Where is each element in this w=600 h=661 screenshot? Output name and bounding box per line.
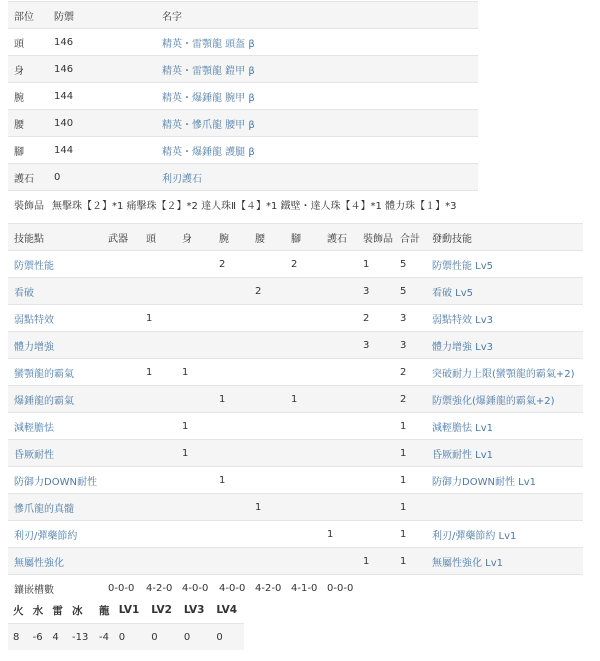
skill-charm-value: [321, 305, 357, 332]
lv4-value: 0: [211, 624, 244, 651]
skill-body-value: 1: [176, 440, 213, 467]
skill-name-link[interactable]: 蠻顎龍的霸氣: [14, 368, 74, 380]
slot-body: 4-0-0: [176, 575, 213, 602]
active-skill-link[interactable]: 防禦性能 Lv5: [432, 260, 494, 272]
skill-weapon-value: [102, 548, 140, 575]
skill-head-value: [140, 494, 176, 521]
header-arm: 腕: [213, 224, 249, 251]
armor-name-link[interactable]: 精英・雷顎龍 鎧甲 β: [162, 65, 255, 77]
skill-deco-value: 2: [357, 305, 394, 332]
skill-row: [8, 278, 583, 305]
skill-row: [8, 386, 583, 413]
skill-head-value: [140, 332, 176, 359]
slot-charm: 0-0-0: [321, 575, 357, 602]
skill-name-link[interactable]: 防御力DOWN耐性: [14, 476, 97, 488]
slot-weapon: 0-0-0: [102, 575, 140, 602]
skill-name-link[interactable]: 利刃/彈藥節約: [14, 530, 78, 542]
skill-total-value: 2: [394, 359, 426, 386]
armor-header-row: [8, 2, 478, 29]
skill-arm-value: [213, 359, 249, 386]
active-skill-link[interactable]: 弱點特效 Lv3: [432, 314, 494, 326]
skill-leg-value: 1: [285, 386, 321, 413]
active-skill-link[interactable]: 體力增強 Lv3: [432, 341, 494, 353]
header-name: 名字: [156, 2, 478, 29]
skill-leg-value: [285, 467, 321, 494]
skill-total-value: 2: [394, 386, 426, 413]
skill-leg-value: [285, 494, 321, 521]
charm-name-link[interactable]: 利刃護石: [162, 173, 202, 185]
header-total: 合計: [394, 224, 426, 251]
skill-charm-value: [321, 332, 357, 359]
skill-weapon-value: [102, 440, 140, 467]
header-lv1: LV1: [118, 604, 140, 616]
active-skill-link[interactable]: 防御力DOWN耐性 Lv1: [432, 476, 536, 488]
lv2-value: 0: [146, 624, 179, 651]
skill-body-value: [176, 494, 213, 521]
skill-charm-value: [321, 386, 357, 413]
skill-total-value: 5: [394, 251, 426, 278]
skill-arm-value: [213, 278, 249, 305]
armor-row: [8, 137, 478, 164]
skill-waist-value: [249, 467, 285, 494]
armor-part: 頭: [8, 29, 48, 56]
header-leg: 腳: [285, 224, 321, 251]
skill-arm-value: [213, 413, 249, 440]
skill-name-link[interactable]: 爆錘龍的霸氣: [14, 395, 74, 407]
skill-weapon-value: [102, 359, 140, 386]
resistance-header-row: [8, 597, 244, 624]
skill-header-row: [8, 224, 583, 251]
ice-value: -13: [67, 624, 94, 651]
decorations-value: 無擊珠【２】*1 痛擊珠【２】*2 達人珠Ⅱ【４】*1 鐵壁・達人珠【４】*1 體力珠【１】*3: [48, 191, 478, 218]
dragon-value: -4: [94, 624, 114, 651]
skill-name-link[interactable]: 無屬性強化: [14, 557, 64, 569]
armor-defense: 140: [48, 110, 156, 137]
skill-deco-value: 3: [357, 278, 394, 305]
skill-row: [8, 467, 583, 494]
skill-body-value: [176, 386, 213, 413]
armor-part: 腰: [8, 110, 48, 137]
skill-arm-value: 2: [213, 251, 249, 278]
skill-row: [8, 494, 583, 521]
skill-head-value: [140, 251, 176, 278]
skill-arm-value: [213, 521, 249, 548]
skill-leg-value: [285, 359, 321, 386]
decorations-label: 裝飾品: [8, 191, 48, 218]
resistance-values-row: [8, 624, 244, 651]
header-lv3: LV3: [183, 604, 205, 616]
armor-name-link[interactable]: 精英・雷顎龍 頭盔 β: [162, 38, 255, 50]
armor-row: [8, 29, 478, 56]
header-charm: 護石: [321, 224, 357, 251]
skill-name-link[interactable]: 減輕膽怯: [14, 422, 54, 434]
skill-body-value: 1: [176, 359, 213, 386]
header-fire: 火: [13, 604, 24, 617]
skill-charm-value: 1: [321, 521, 357, 548]
armor-defense: 0: [48, 164, 156, 191]
water-value: -6: [28, 624, 48, 651]
active-skill-link[interactable]: 突破耐力上限(蠻顎龍的霸氣+2): [432, 368, 575, 380]
armor-part: 腳: [8, 137, 48, 164]
skill-body-value: [176, 521, 213, 548]
slots-label: 鑲嵌槽數: [8, 575, 102, 602]
skill-weapon-value: [102, 305, 140, 332]
skill-leg-value: [285, 332, 321, 359]
armor-name-link[interactable]: 精英・爆錘龍 護腿 β: [162, 146, 255, 158]
header-lv2: LV2: [151, 604, 172, 616]
armor-name-link[interactable]: 精英・慘爪龍 腰甲 β: [162, 119, 255, 131]
header-active-skill: 發動技能: [426, 224, 583, 251]
skill-charm-value: [321, 413, 357, 440]
skill-charm-value: [321, 467, 357, 494]
armor-part: 腕: [8, 83, 48, 110]
skill-total-value: 3: [394, 332, 426, 359]
header-decoration: 裝飾品: [357, 224, 394, 251]
armor-table: [8, 1, 478, 217]
skill-deco-value: [357, 440, 394, 467]
decorations-row: [8, 191, 478, 218]
skill-body-value: 1: [176, 413, 213, 440]
active-skill-link[interactable]: 防禦強化(爆錘龍的霸氣+2): [432, 395, 555, 407]
skill-name-link[interactable]: 弱點特效: [14, 314, 54, 326]
skill-weapon-value: [102, 467, 140, 494]
skill-head-value: [140, 548, 176, 575]
skill-arm-value: [213, 332, 249, 359]
skill-leg-value: [285, 278, 321, 305]
header-lv4: LV4: [216, 604, 238, 616]
skill-body-value: [176, 251, 213, 278]
header-body: 身: [176, 224, 213, 251]
skill-weapon-value: [102, 413, 140, 440]
lv1-value: 0: [114, 624, 147, 651]
skill-head-value: [140, 413, 176, 440]
skill-row: [8, 305, 583, 332]
skill-body-value: [176, 467, 213, 494]
skill-total-value: 1: [394, 413, 426, 440]
skill-weapon-value: [102, 494, 140, 521]
slot-waist: 4-2-0: [249, 575, 285, 602]
header-part: 部位: [8, 2, 48, 29]
skill-name-link[interactable]: 慘爪龍的真髓: [14, 503, 74, 515]
skill-arm-value: 1: [213, 386, 249, 413]
skill-waist-value: [249, 359, 285, 386]
skill-head-value: [140, 278, 176, 305]
skill-waist-value: [249, 386, 285, 413]
skill-row: [8, 359, 583, 386]
skill-charm-value: [321, 278, 357, 305]
header-thunder: 雷: [52, 604, 63, 617]
skill-body-value: [176, 305, 213, 332]
skill-body-value: [176, 332, 213, 359]
header-skill-points: 技能點: [8, 224, 102, 251]
header-head: 頭: [140, 224, 176, 251]
skill-leg-value: 2: [285, 251, 321, 278]
skill-total-value: 1: [394, 521, 426, 548]
skill-deco-value: [357, 521, 394, 548]
armor-defense: 144: [48, 83, 156, 110]
skill-name-link[interactable]: 看破: [14, 287, 34, 299]
header-defense: 防禦: [48, 2, 156, 29]
skill-row: [8, 440, 583, 467]
armor-part: 身: [8, 56, 48, 83]
skill-weapon-value: [102, 521, 140, 548]
skill-name-link[interactable]: 昏厥耐性: [14, 449, 54, 461]
armor-row: [8, 83, 478, 110]
skill-row: [8, 251, 583, 278]
resistance-table: [8, 597, 244, 650]
skill-weapon-value: [102, 332, 140, 359]
skill-charm-value: [321, 440, 357, 467]
skill-waist-value: [249, 413, 285, 440]
skill-waist-value: 1: [249, 494, 285, 521]
skill-leg-value: [285, 413, 321, 440]
skill-arm-value: [213, 305, 249, 332]
skill-body-value: [176, 548, 213, 575]
skill-leg-value: [285, 521, 321, 548]
header-ice: 冰: [71, 604, 83, 617]
skill-name-link[interactable]: 體力增強: [14, 341, 54, 353]
active-skill-link[interactable]: 利刃/彈藥節約 Lv1: [432, 530, 517, 542]
skill-waist-value: [249, 521, 285, 548]
skill-deco-value: [357, 494, 394, 521]
header-waist: 腰: [249, 224, 285, 251]
header-weapon: 武器: [102, 224, 140, 251]
lv3-value: 0: [179, 624, 212, 651]
skill-leg-value: [285, 548, 321, 575]
skill-body-value: [176, 278, 213, 305]
skill-deco-value: 3: [357, 332, 394, 359]
skill-deco-value: [357, 386, 394, 413]
skill-arm-value: 1: [213, 467, 249, 494]
slot-head: 4-2-0: [140, 575, 176, 602]
active-skill-link[interactable]: 昏厥耐性 Lv1: [432, 449, 494, 461]
skill-waist-value: [249, 548, 285, 575]
skill-row: [8, 332, 583, 359]
armor-part: 護石: [8, 164, 48, 191]
thunder-value: 4: [47, 624, 67, 651]
skill-deco-value: [357, 467, 394, 494]
skill-deco-value: 1: [357, 548, 394, 575]
skill-total-value: 1: [394, 548, 426, 575]
armor-defense: 146: [48, 56, 156, 83]
armor-defense: 144: [48, 137, 156, 164]
skill-deco-value: [357, 413, 394, 440]
header-water: 水: [32, 604, 44, 617]
active-skill-link[interactable]: 無屬性強化 Lv1: [432, 557, 504, 569]
skill-waist-value: [249, 305, 285, 332]
active-skill-link[interactable]: 看破 Lv5: [432, 287, 474, 299]
skill-waist-value: [249, 251, 285, 278]
armor-row: [8, 164, 478, 191]
skill-head-value: 1: [140, 359, 176, 386]
slot-leg: 4-1-0: [285, 575, 321, 602]
skill-total-value: 1: [394, 467, 426, 494]
armor-defense: 146: [48, 29, 156, 56]
active-skill-link[interactable]: 減輕膽怯 Lv1: [432, 422, 494, 434]
skill-total-value: 5: [394, 278, 426, 305]
skill-head-value: [140, 521, 176, 548]
skill-charm-value: [321, 359, 357, 386]
skill-row: [8, 413, 583, 440]
skill-arm-value: [213, 440, 249, 467]
skill-weapon-value: [102, 251, 140, 278]
skill-charm-value: [321, 251, 357, 278]
skill-total-value: 3: [394, 305, 426, 332]
skill-head-value: [140, 440, 176, 467]
skill-waist-value: [249, 440, 285, 467]
armor-name-link[interactable]: 精英・爆錘龍 腕甲 β: [162, 92, 255, 104]
skill-total-value: 1: [394, 494, 426, 521]
skill-weapon-value: [102, 386, 140, 413]
skill-deco-value: 1: [357, 251, 394, 278]
skill-total-value: 1: [394, 440, 426, 467]
skill-head-value: 1: [140, 305, 176, 332]
skill-leg-value: [285, 305, 321, 332]
skill-waist-value: [249, 332, 285, 359]
skill-row: [8, 548, 583, 575]
skill-waist-value: 2: [249, 278, 285, 305]
skill-arm-value: [213, 494, 249, 521]
skill-deco-value: [357, 359, 394, 386]
skill-weapon-value: [102, 278, 140, 305]
skill-head-value: [140, 386, 176, 413]
skill-charm-value: [321, 548, 357, 575]
skill-charm-value: [321, 494, 357, 521]
skill-arm-value: [213, 548, 249, 575]
skill-row: [8, 521, 583, 548]
skill-name-link[interactable]: 防禦性能: [14, 260, 54, 272]
armor-row: [8, 56, 478, 83]
header-dragon: 龍: [99, 604, 110, 617]
slot-arm: 4-0-0: [213, 575, 249, 602]
skill-leg-value: [285, 440, 321, 467]
skill-table: [8, 223, 583, 601]
fire-value: 8: [8, 624, 28, 651]
armor-row: [8, 110, 478, 137]
skill-head-value: [140, 467, 176, 494]
